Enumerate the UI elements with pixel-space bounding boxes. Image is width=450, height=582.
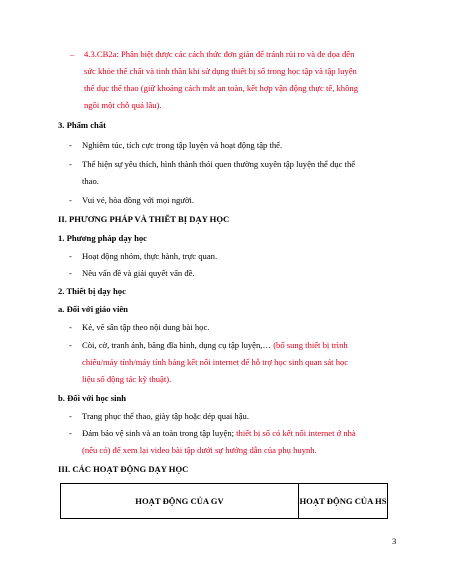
list-dash: - [69,251,72,261]
section-2-heading: II. PHƯƠNG PHÁP VÀ THIẾT BỊ DẠY HỌC [58,214,230,224]
list-dash: - [69,428,72,438]
cb2a-line-4: ngồi một chỗ quá lâu). [84,100,162,110]
gv-item-2 [82,340,348,351]
pham-chat-item-2b: thao. [82,176,99,186]
list-dash: - [69,140,72,150]
table-header-hs: HOẠT ĐỘNG CỦA HS [299,496,387,506]
ppdh-item-1: Hoạt động nhóm, thực hành, trực quan. [82,251,218,261]
gv-heading: a. Đối với giáo viên [58,304,128,314]
list-dash: - [69,322,72,332]
hs-item-2-red: thiết bị số có kết nối internet ở nhà [236,428,356,438]
page-number: 3 [392,536,397,546]
list-dash: - [69,340,72,350]
pham-chat-item-3: Vui vẻ, hòa đồng với mọi người. [82,195,195,205]
list-dash: – [70,49,75,59]
cb2a-line-3: thể dục thể thao (giữ khoảng cách mắt an toàn, kết hợp vận động thực tế, không [84,83,358,93]
table-header-gv: HOẠT ĐỘNG CỦA GV [61,484,299,518]
list-dash: - [69,268,72,278]
activities-table [60,483,388,519]
pham-chat-item-2a: Thể hiện sự yêu thích, hình thành thói quen thường xuyên tập luyện thể dục thể [82,159,356,169]
hs-item-1: Trang phục thể thao, giày tập hoặc dép quai hậu. [82,411,249,421]
ppdh-item-2: Nêu vấn đề và giải quyết vấn đề. [82,268,195,278]
hs-item-2-line-2: (nếu có) để xem lại video bài tập dưới sự hướng dẫn của phụ huynh. [82,445,317,455]
tbdh-heading: 2. Thiết bị dạy học [58,286,126,296]
section-3-heading: III. CÁC HOẠT ĐỘNG DẠY HỌC [58,464,189,474]
pham-chat-item-1: Nghiêm túc, tích cực trong tập luyện và hoạt động tập thể. [82,140,283,150]
list-dash: - [69,195,72,205]
ppdh-heading: 1. Phương pháp dạy học [58,233,147,243]
gv-item-2-red: (bổ sung thiết bị trình [273,340,348,350]
list-dash: - [69,159,72,169]
pham-chat-heading: 3. Phẩm chất [58,120,106,130]
hs-item-2-text: Đảm bảo vệ sinh và an toàn trong tập luyện; [82,428,237,438]
list-dash: - [69,411,72,421]
gv-item-1: Kẻ, vẽ sân tập theo nội dung bài học. [82,322,210,332]
hs-heading: b. Đối với học sinh [58,393,127,403]
gv-item-2-text: Còi, cờ, tranh ảnh, băng đĩa hình, dụng cụ tập luyện,… [82,340,274,350]
cb2a-line-1: 4.3.CB2a: Phân biệt được các cách thức đơn giản để tránh rủi ro và đe dọa đến [84,49,355,59]
hs-item-2 [82,428,356,439]
gv-item-2-line-2: chiếu/máy tính/máy tính bảng kết nối internet để hỗ trợ học sinh quan sát học [82,357,349,367]
gv-item-2-line-3: liệu số động tác kỹ thuật). [82,374,172,384]
cb2a-line-2: sức khỏe thể chất và tinh thần khi sử dụng thiết bị số trong học tập và tập luyện [84,66,357,76]
